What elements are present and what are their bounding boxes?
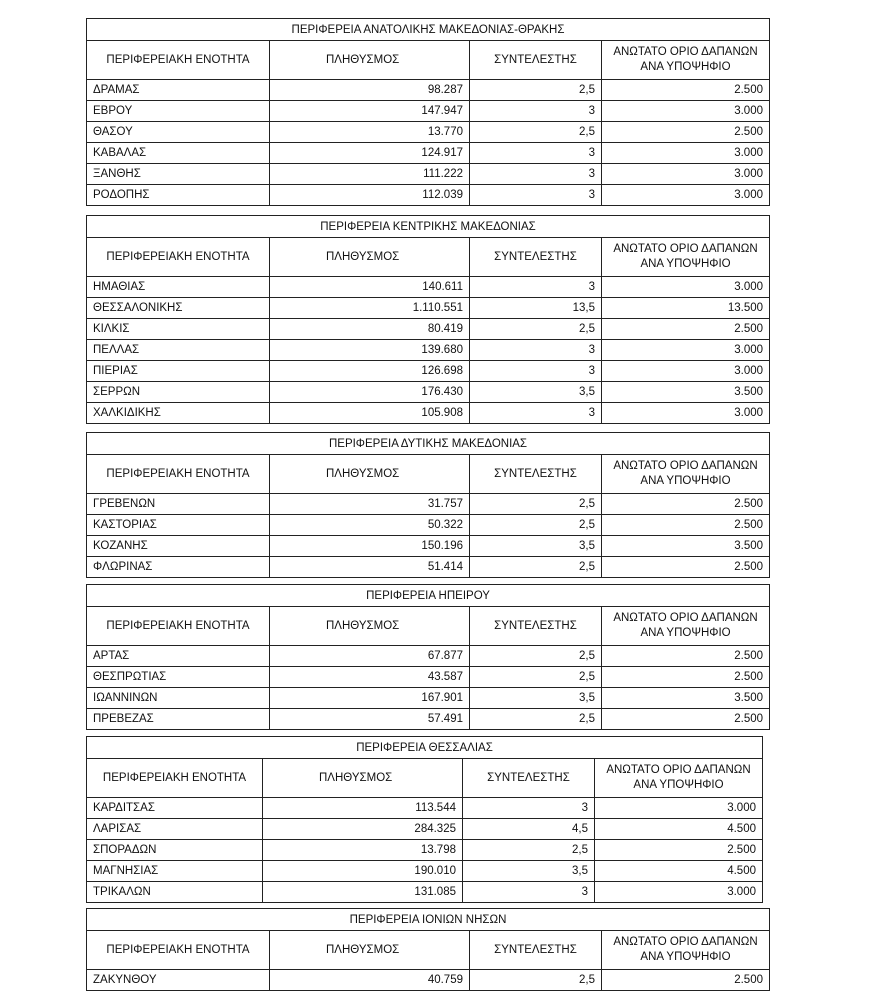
cell-coefficient: 2,5 — [463, 840, 595, 861]
cell-population: 31.757 — [270, 494, 470, 515]
cell-unit: ΦΛΩΡΙΝΑΣ — [87, 557, 270, 578]
region-title: ΠΕΡΙΦΕΡΕΙΑ ΚΕΝΤΡΙΚΗΣ ΜΑΚΕΔΟΝΙΑΣ — [87, 216, 770, 238]
header-unit: ΠΕΡΙΦΕΡΕΙΑΚΗ ΕΝΟΤΗΤΑ — [87, 238, 270, 277]
table-row — [87, 536, 770, 557]
cell-coefficient: 13,5 — [470, 298, 602, 319]
cell-population: 111.222 — [270, 164, 470, 185]
table-row — [87, 688, 770, 709]
cell-population: 1.110.551 — [270, 298, 470, 319]
column-header-row — [87, 41, 770, 80]
region-title: ΠΕΡΙΦΕΡΕΙΑ ΙΟΝΙΩΝ ΝΗΣΩΝ — [87, 909, 770, 931]
cell-coefficient: 2,5 — [470, 319, 602, 340]
cell-population: 126.698 — [270, 361, 470, 382]
cell-unit: ΣΕΡΡΩΝ — [87, 382, 270, 403]
cell-max-expenses: 4.500 — [595, 819, 763, 840]
column-header-row — [87, 931, 770, 970]
region-title-row — [87, 433, 770, 455]
cell-unit: ΖΑΚΥΝΘΟΥ — [87, 970, 270, 991]
cell-population: 113.544 — [263, 798, 463, 819]
cell-population: 57.491 — [270, 709, 470, 730]
cell-unit: ΙΩΑΝΝΙΝΩΝ — [87, 688, 270, 709]
column-header-row — [87, 455, 770, 494]
cell-coefficient: 3 — [470, 403, 602, 424]
column-header-row — [87, 607, 770, 646]
cell-coefficient: 2,5 — [470, 557, 602, 578]
cell-coefficient: 3 — [470, 143, 602, 164]
cell-max-expenses: 2.500 — [602, 557, 770, 578]
cell-coefficient: 3 — [470, 361, 602, 382]
cell-max-expenses: 3.000 — [602, 101, 770, 122]
cell-population: 140.611 — [270, 277, 470, 298]
header-unit: ΠΕΡΙΦΕΡΕΙΑΚΗ ΕΝΟΤΗΤΑ — [87, 455, 270, 494]
cell-coefficient: 3 — [470, 277, 602, 298]
cell-max-expenses: 3.000 — [602, 361, 770, 382]
table-row — [87, 185, 770, 206]
table-row — [87, 403, 770, 424]
cell-max-expenses: 3.000 — [602, 403, 770, 424]
cell-coefficient: 2,5 — [470, 709, 602, 730]
region-title: ΠΕΡΙΦΕΡΕΙΑ ΗΠΕΙΡΟΥ — [87, 585, 770, 607]
cell-max-expenses: 3.000 — [595, 798, 763, 819]
region-table — [86, 18, 770, 206]
table-row — [87, 361, 770, 382]
region-table — [86, 432, 770, 578]
header-max-expenses: ΑΝΩΤΑΤΟ ΟΡΙΟ ΔΑΠΑΝΩΝ ΑΝΑ ΥΠΟΨΗΦΙΟ — [602, 455, 770, 494]
cell-population: 13.798 — [263, 840, 463, 861]
cell-max-expenses: 2.500 — [602, 646, 770, 667]
cell-population: 284.325 — [263, 819, 463, 840]
cell-unit: ΔΡΑΜΑΣ — [87, 80, 270, 101]
cell-population: 176.430 — [270, 382, 470, 403]
header-coefficient: ΣΥΝΤΕΛΕΣΤΗΣ — [470, 455, 602, 494]
column-header-row — [87, 238, 770, 277]
cell-coefficient: 3 — [463, 798, 595, 819]
region-table — [86, 908, 770, 991]
header-population: ΠΛΗΘΥΣΜΟΣ — [270, 455, 470, 494]
table-row — [87, 819, 763, 840]
region-title: ΠΕΡΙΦΕΡΕΙΑ ΑΝΑΤΟΛΙΚΗΣ ΜΑΚΕΔΟΝΙΑΣ-ΘΡΑΚΗΣ — [87, 19, 770, 41]
region-title-row — [87, 585, 770, 607]
header-unit: ΠΕΡΙΦΕΡΕΙΑΚΗ ΕΝΟΤΗΤΑ — [87, 607, 270, 646]
cell-unit: ΓΡΕΒΕΝΩΝ — [87, 494, 270, 515]
cell-population: 131.085 — [263, 882, 463, 903]
cell-population: 167.901 — [270, 688, 470, 709]
cell-max-expenses: 2.500 — [602, 80, 770, 101]
table-row — [87, 798, 763, 819]
table-row — [87, 382, 770, 403]
cell-unit: ΘΕΣΣΑΛΟΝΙΚΗΣ — [87, 298, 270, 319]
cell-population: 147.947 — [270, 101, 470, 122]
cell-population: 40.759 — [270, 970, 470, 991]
table-row — [87, 667, 770, 688]
cell-coefficient: 2,5 — [470, 970, 602, 991]
table-row — [87, 709, 770, 730]
region-title-row — [87, 737, 763, 759]
header-unit: ΠΕΡΙΦΕΡΕΙΑΚΗ ΕΝΟΤΗΤΑ — [87, 931, 270, 970]
table-row — [87, 840, 763, 861]
cell-unit: ΗΜΑΘΙΑΣ — [87, 277, 270, 298]
header-population: ΠΛΗΘΥΣΜΟΣ — [270, 931, 470, 970]
cell-unit: ΛΑΡΙΣΑΣ — [87, 819, 263, 840]
header-coefficient: ΣΥΝΤΕΛΕΣΤΗΣ — [470, 41, 602, 80]
cell-unit: ΣΠΟΡΑΔΩΝ — [87, 840, 263, 861]
table-row — [87, 277, 770, 298]
table-row — [87, 882, 763, 903]
region-table — [86, 736, 763, 903]
header-max-expenses: ΑΝΩΤΑΤΟ ΟΡΙΟ ΔΑΠΑΝΩΝ ΑΝΑ ΥΠΟΨΗΦΙΟ — [602, 931, 770, 970]
cell-max-expenses: 3.500 — [602, 382, 770, 403]
cell-max-expenses: 3.000 — [595, 882, 763, 903]
table-row — [87, 122, 770, 143]
table-row — [87, 861, 763, 882]
cell-unit: ΚΟΖΑΝΗΣ — [87, 536, 270, 557]
cell-max-expenses: 4.500 — [595, 861, 763, 882]
cell-unit: ΤΡΙΚΑΛΩΝ — [87, 882, 263, 903]
cell-max-expenses: 3.000 — [602, 340, 770, 361]
header-population: ΠΛΗΘΥΣΜΟΣ — [270, 41, 470, 80]
cell-population: 139.680 — [270, 340, 470, 361]
cell-unit: ΜΑΓΝΗΣΙΑΣ — [87, 861, 263, 882]
header-population: ΠΛΗΘΥΣΜΟΣ — [270, 238, 470, 277]
region-table — [86, 584, 770, 730]
cell-unit: ΚΙΛΚΙΣ — [87, 319, 270, 340]
region-title-row — [87, 909, 770, 931]
cell-max-expenses: 2.500 — [595, 840, 763, 861]
cell-coefficient: 2,5 — [470, 646, 602, 667]
cell-coefficient: 2,5 — [470, 515, 602, 536]
cell-max-expenses: 2.500 — [602, 667, 770, 688]
table-row — [87, 646, 770, 667]
cell-coefficient: 2,5 — [470, 122, 602, 143]
region-title-row — [87, 216, 770, 238]
cell-coefficient: 2,5 — [470, 80, 602, 101]
cell-coefficient: 3 — [470, 101, 602, 122]
header-unit: ΠΕΡΙΦΕΡΕΙΑΚΗ ΕΝΟΤΗΤΑ — [87, 759, 263, 798]
table-row — [87, 319, 770, 340]
table-row — [87, 80, 770, 101]
cell-population: 67.877 — [270, 646, 470, 667]
cell-population: 112.039 — [270, 185, 470, 206]
table-row — [87, 515, 770, 536]
cell-population: 105.908 — [270, 403, 470, 424]
cell-max-expenses: 2.500 — [602, 970, 770, 991]
region-title: ΠΕΡΙΦΕΡΕΙΑ ΔΥΤΙΚΗΣ ΜΑΚΕΔΟΝΙΑΣ — [87, 433, 770, 455]
header-coefficient: ΣΥΝΤΕΛΕΣΤΗΣ — [463, 759, 595, 798]
cell-coefficient: 3 — [470, 340, 602, 361]
header-max-expenses: ΑΝΩΤΑΤΟ ΟΡΙΟ ΔΑΠΑΝΩΝ ΑΝΑ ΥΠΟΨΗΦΙΟ — [602, 41, 770, 80]
cell-max-expenses: 3.500 — [602, 536, 770, 557]
cell-unit: ΠΕΛΛΑΣ — [87, 340, 270, 361]
header-coefficient: ΣΥΝΤΕΛΕΣΤΗΣ — [470, 607, 602, 646]
cell-coefficient: 2,5 — [470, 667, 602, 688]
cell-population: 190.010 — [263, 861, 463, 882]
cell-max-expenses: 2.500 — [602, 122, 770, 143]
cell-coefficient: 3,5 — [470, 688, 602, 709]
cell-unit: ΧΑΛΚΙΔΙΚΗΣ — [87, 403, 270, 424]
cell-coefficient: 3 — [463, 882, 595, 903]
table-row — [87, 494, 770, 515]
cell-unit: ΑΡΤΑΣ — [87, 646, 270, 667]
cell-population: 98.287 — [270, 80, 470, 101]
header-unit: ΠΕΡΙΦΕΡΕΙΑΚΗ ΕΝΟΤΗΤΑ — [87, 41, 270, 80]
table-row — [87, 101, 770, 122]
cell-max-expenses: 3.500 — [602, 688, 770, 709]
cell-coefficient: 3,5 — [470, 536, 602, 557]
cell-coefficient: 4,5 — [463, 819, 595, 840]
header-max-expenses: ΑΝΩΤΑΤΟ ΟΡΙΟ ΔΑΠΑΝΩΝ ΑΝΑ ΥΠΟΨΗΦΙΟ — [602, 238, 770, 277]
header-coefficient: ΣΥΝΤΕΛΕΣΤΗΣ — [470, 238, 602, 277]
cell-population: 150.196 — [270, 536, 470, 557]
cell-coefficient: 3 — [470, 185, 602, 206]
cell-max-expenses: 3.000 — [602, 164, 770, 185]
header-coefficient: ΣΥΝΤΕΛΕΣΤΗΣ — [470, 931, 602, 970]
cell-max-expenses: 3.000 — [602, 277, 770, 298]
cell-unit: ΚΑΣΤΟΡΙΑΣ — [87, 515, 270, 536]
cell-coefficient: 3,5 — [470, 382, 602, 403]
region-title: ΠΕΡΙΦΕΡΕΙΑ ΘΕΣΣΑΛΙΑΣ — [87, 737, 763, 759]
table-row — [87, 340, 770, 361]
cell-unit: ΠΙΕΡΙΑΣ — [87, 361, 270, 382]
region-title-row — [87, 19, 770, 41]
cell-unit: ΞΑΝΘΗΣ — [87, 164, 270, 185]
cell-coefficient: 3,5 — [463, 861, 595, 882]
cell-unit: ΚΑΒΑΛΑΣ — [87, 143, 270, 164]
header-population: ΠΛΗΘΥΣΜΟΣ — [270, 607, 470, 646]
column-header-row — [87, 759, 763, 798]
cell-population: 124.917 — [270, 143, 470, 164]
table-row — [87, 143, 770, 164]
header-max-expenses: ΑΝΩΤΑΤΟ ΟΡΙΟ ΔΑΠΑΝΩΝ ΑΝΑ ΥΠΟΨΗΦΙΟ — [602, 607, 770, 646]
cell-population: 50.322 — [270, 515, 470, 536]
cell-population: 43.587 — [270, 667, 470, 688]
header-max-expenses: ΑΝΩΤΑΤΟ ΟΡΙΟ ΔΑΠΑΝΩΝ ΑΝΑ ΥΠΟΨΗΦΙΟ — [595, 759, 763, 798]
cell-max-expenses: 2.500 — [602, 494, 770, 515]
header-population: ΠΛΗΘΥΣΜΟΣ — [263, 759, 463, 798]
table-row — [87, 970, 770, 991]
cell-max-expenses: 2.500 — [602, 319, 770, 340]
cell-unit: ΡΟΔΟΠΗΣ — [87, 185, 270, 206]
cell-population: 13.770 — [270, 122, 470, 143]
region-table — [86, 215, 770, 424]
cell-unit: ΕΒΡΟΥ — [87, 101, 270, 122]
table-row — [87, 557, 770, 578]
cell-max-expenses: 3.000 — [602, 185, 770, 206]
cell-coefficient: 3 — [470, 164, 602, 185]
cell-unit: ΠΡΕΒΕΖΑΣ — [87, 709, 270, 730]
cell-unit: ΘΕΣΠΡΩΤΙΑΣ — [87, 667, 270, 688]
cell-population: 51.414 — [270, 557, 470, 578]
table-row — [87, 298, 770, 319]
table-row — [87, 164, 770, 185]
cell-max-expenses: 2.500 — [602, 709, 770, 730]
cell-population: 80.419 — [270, 319, 470, 340]
cell-max-expenses: 2.500 — [602, 515, 770, 536]
cell-unit: ΘΑΣΟΥ — [87, 122, 270, 143]
cell-max-expenses: 13.500 — [602, 298, 770, 319]
cell-unit: ΚΑΡΔΙΤΣΑΣ — [87, 798, 263, 819]
cell-max-expenses: 3.000 — [602, 143, 770, 164]
cell-coefficient: 2,5 — [470, 494, 602, 515]
